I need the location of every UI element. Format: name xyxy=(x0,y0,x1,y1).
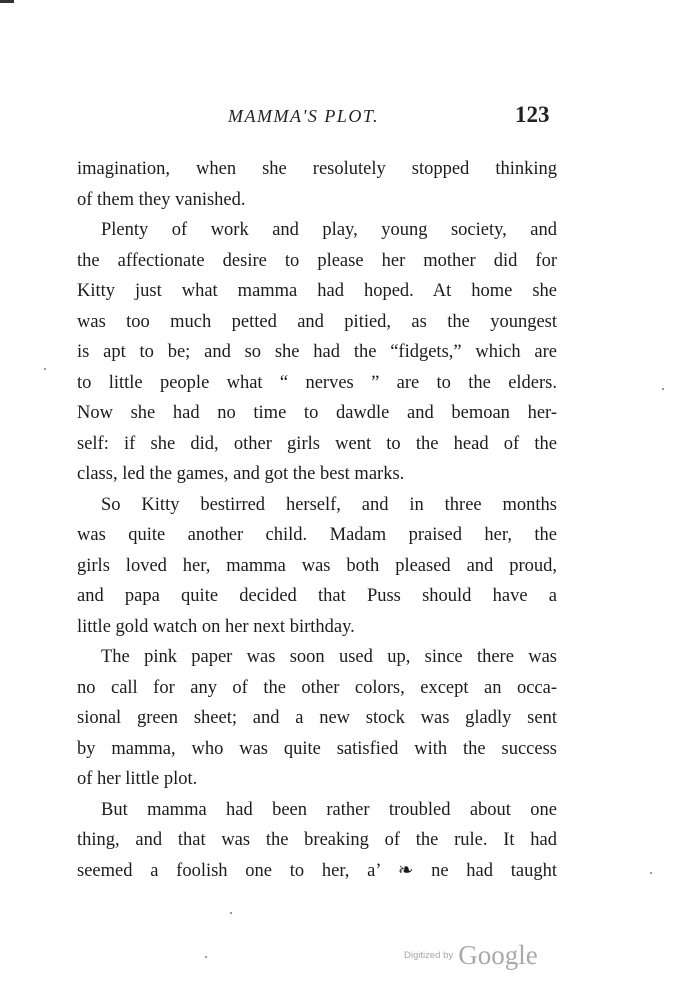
text-line: of them they vanished. xyxy=(77,189,246,210)
text-line: no call for any of the other colors, except an occa- xyxy=(77,677,557,698)
text-line: is apt to be; and so she had the “fidgets,” which are xyxy=(77,342,557,362)
text-line: So Kitty bestirred herself, and in three months xyxy=(101,494,557,515)
running-title: MAMMA'S PLOT. xyxy=(228,106,380,126)
text-line: The pink paper was soon used up, since there was xyxy=(101,647,557,667)
scan-speck xyxy=(205,956,207,958)
text-line: was quite another child. Madam praised her, the xyxy=(77,525,557,545)
text-line: was too much petted and pitied, as the youngest xyxy=(77,311,557,332)
digitized-watermark xyxy=(404,940,538,980)
text-line: sional green sheet; and a new stock was gladly sent xyxy=(77,708,557,728)
running-head xyxy=(0,100,674,134)
text-line: to little people what “ nerves ” are to the elders. xyxy=(77,372,557,393)
text-line: But mamma had been rather troubled about one xyxy=(101,799,557,820)
paragraph xyxy=(77,795,557,887)
scan-speck xyxy=(230,912,232,914)
text-line: Now she had no time to dawdle and bemoan her- xyxy=(77,403,557,423)
paragraph xyxy=(77,642,557,795)
paragraph xyxy=(77,215,557,490)
text-line: and papa quite decided that Puss should have a xyxy=(77,586,557,606)
watermark-prefix: Digitized by xyxy=(404,950,454,961)
text-line: the affectionate desire to please her mother did for xyxy=(77,250,557,271)
google-logo: Google xyxy=(458,940,538,970)
text-line: girls loved her, mamma was both pleased and proud, xyxy=(77,555,557,576)
text-line: thing, and that was the breaking of the rule. It had xyxy=(77,830,557,850)
text-line: self: if she did, other girls went to the head of the xyxy=(77,433,557,454)
scan-speck xyxy=(662,388,664,390)
text-line: imagination, when she resolutely stopped thinking xyxy=(77,159,557,179)
text-line: seemed a foolish one to her, a’ ❧ ne had taught xyxy=(77,860,557,881)
body-text xyxy=(77,154,557,886)
page-number: 123 xyxy=(515,102,550,127)
paragraph xyxy=(77,154,557,215)
text-line: class, led the games, and got the best marks. xyxy=(77,464,405,484)
scan-speck xyxy=(650,872,652,874)
text-line: Kitty just what mamma had hoped. At home she xyxy=(77,281,557,301)
scan-speck xyxy=(44,368,46,370)
text-line: Plenty of work and play, young society, and xyxy=(101,220,557,240)
corner-scan-mark xyxy=(0,0,14,3)
text-line: by mamma, who was quite satisfied with the success xyxy=(77,738,557,759)
text-line: of her little plot. xyxy=(77,769,198,789)
text-line: little gold watch on her next birthday. xyxy=(77,616,355,637)
paragraph xyxy=(77,490,557,643)
